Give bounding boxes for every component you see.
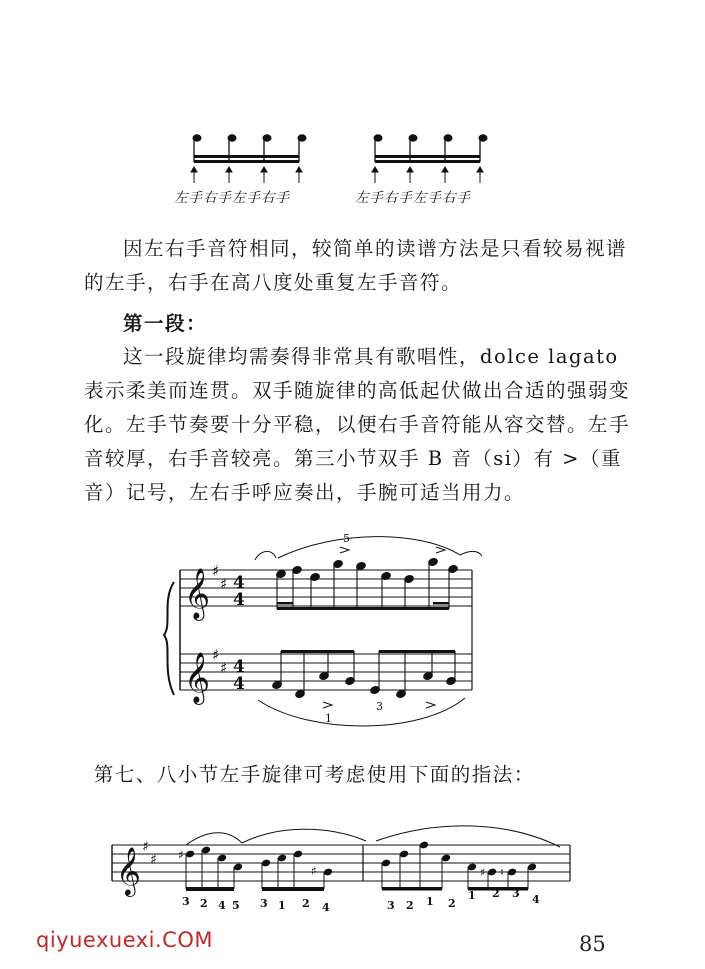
section-heading: 第一段： — [123, 312, 208, 335]
score-excerpt-fingering — [108, 823, 578, 918]
svg-text:♯: ♯ — [150, 852, 157, 868]
fingering-m2-2: 2 — [406, 899, 414, 912]
hand-label-group-2: 左手右手左手右手 — [355, 190, 471, 206]
svg-text:♯: ♯ — [480, 866, 486, 879]
svg-text:𝄞: 𝄞 — [184, 568, 211, 619]
fingering-bottom-2: 3 — [376, 700, 383, 713]
fingering-m1-7: 2 — [302, 897, 310, 910]
fingering-m1-8: 4 — [322, 901, 330, 914]
fingering-m2-7: 3 — [512, 887, 520, 900]
time-signature-bottom-lower: 4 — [233, 674, 245, 694]
paragraph-section-one: 这一段旋律均需奏得非常具有歌唱性，dolce lagato 表示柔美而连贯。双手随旋律的高低起伏做出合适的强弱变化。左手节奏要十分平稳，以便右手音符能从容交替。左手音较厚，右手音较亮。第三小节双手 B 音（si）有 >（重音）记号，左右手呼应奏出，手腕可适当用力。 — [84, 345, 631, 504]
svg-text:♯: ♯ — [220, 659, 228, 677]
fingering-m1-2: 2 — [200, 897, 208, 910]
svg-text:♯: ♯ — [220, 575, 228, 593]
fingering-m2-3: 1 — [426, 895, 434, 908]
fingering-m2-1: 3 — [387, 899, 395, 912]
fingering-m2-8: 4 — [532, 893, 540, 906]
fingering-m1-6: 1 — [278, 899, 286, 912]
time-signature-top-lower: 4 — [233, 657, 245, 677]
page-number: 85 — [579, 932, 606, 956]
svg-text:♮: ♮ — [500, 866, 504, 879]
svg-text:𝄞: 𝄞 — [116, 846, 141, 895]
time-signature-top-upper: 4 — [233, 573, 245, 593]
time-signature-bottom-upper: 4 — [233, 590, 245, 610]
paragraph-fingering-intro: 第七、八小节左手旋律可考虑使用下面的指法： — [93, 763, 535, 786]
hand-label-group-1: 左手右手左手右手 — [174, 190, 290, 206]
fingering-m1-4: 5 — [232, 899, 240, 912]
site-watermark: qiyuexuexi.COM — [36, 928, 213, 952]
svg-text:♯: ♯ — [212, 562, 220, 580]
fingering-m2-6: 2 — [492, 887, 500, 900]
svg-text:♯: ♯ — [178, 848, 184, 862]
score-excerpt-grand-staff — [160, 530, 490, 730]
svg-text:𝄞: 𝄞 — [184, 652, 211, 703]
fingering-m1-5: 3 — [260, 897, 268, 910]
fingering-m2-5: 1 — [468, 889, 476, 902]
paragraph-reading-method: 因左右手音符相同，较简单的读谱方法是只看较易视谱的左手，右手在高八度处重复左手音符。 — [84, 237, 628, 294]
svg-text:♯: ♯ — [311, 864, 317, 878]
svg-text:♯: ♯ — [212, 646, 220, 664]
fingering-m1-1: 3 — [182, 895, 190, 908]
fingering-m1-3: 4 — [218, 899, 226, 912]
fingering-m2-4: 2 — [448, 897, 456, 910]
fingering-top: 5 — [343, 532, 350, 545]
hand-alternation-diagram — [180, 125, 520, 185]
svg-text:♯: ♯ — [142, 839, 149, 855]
fingering-bottom-1: 1 — [325, 712, 332, 725]
